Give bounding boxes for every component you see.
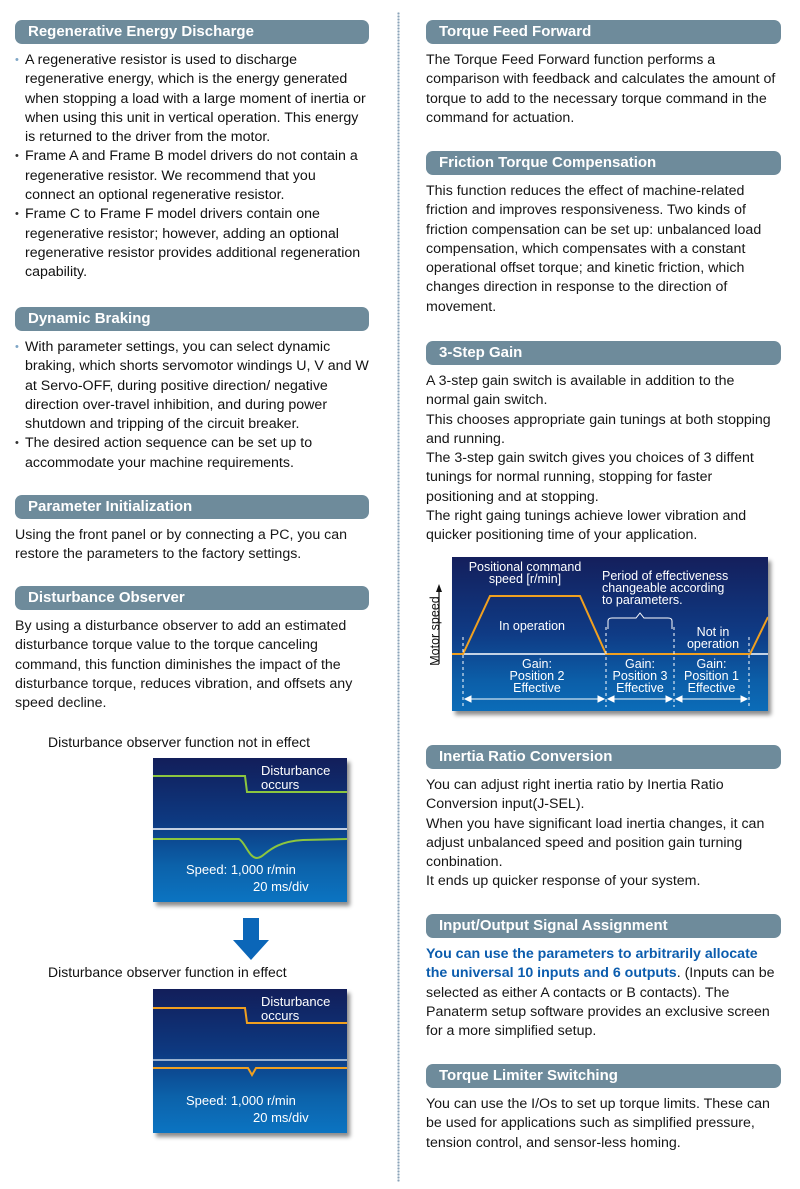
period-label-1: Period of effectiveness <box>602 569 729 583</box>
section-text <box>426 945 781 1041</box>
y-axis-label: Motor speed <box>428 596 442 666</box>
caption-in-effect: Disturbance observer function in effect <box>48 964 287 980</box>
section-text: By using a disturbance observer to add an estimated disturbance torque value to the torque canceling command, this function diminishes the impact of the disturbance torque, reduces vibration, and offsets any speed decline. <box>15 618 353 712</box>
timebase-label: 20 ms/div <box>253 879 309 894</box>
gain-pos1-1: Gain: <box>696 657 727 671</box>
gain-pos3-1: Gain: <box>625 657 655 671</box>
gain-pos2-2: Position 2 <box>509 669 565 683</box>
arrow-down-icon <box>233 918 269 960</box>
section-parameter-initialization <box>15 495 369 565</box>
disturbance-label-2: occurs <box>261 1008 300 1023</box>
text-line: When you have significant load inertia changes, it can adjust unbalanced speed and position gain turning conbination. <box>426 815 765 871</box>
section-disturbance-observer <box>15 586 369 713</box>
bullet-list <box>15 51 369 283</box>
not-op-label-1: Not in <box>696 625 730 639</box>
section-text: Using the front panel or by connecting a PC, you can restore the parameters to the factory settings. <box>15 527 348 563</box>
in-operation-label: In operation <box>498 619 566 633</box>
section-header: Friction Torque Compensation <box>426 151 781 175</box>
body-text: . (Inputs can be selected as either A contacts or B contacts). The Panaterm setup software provides an exclusive screen for a more simplified setup. <box>426 965 775 1040</box>
section-3-step-gain <box>426 341 781 546</box>
caption-not-in-effect: Disturbance observer function not in effect <box>48 734 311 750</box>
speed-label: Speed: 1,000 r/min <box>186 1093 296 1108</box>
section-text: You can use the I/Os to set up torque limits. These can be used for applications such as simplified pressure, tension control, and sensor-less homing. <box>426 1096 770 1151</box>
period-label-2: changeable according <box>602 581 725 595</box>
text-line: This chooses appropriate gain tunings at both stopping and running. <box>426 411 771 447</box>
scope-in-effect <box>153 989 347 1133</box>
gain-pos1-3: Effective <box>687 681 736 695</box>
bullet-item: • A regenerative resistor is used to discharge regenerative energy, which is the energy generated when stopping a load with a large moment of inertia or when using this unit in vertical operation. This energy is returned to the driver from the motor. <box>15 51 369 147</box>
timebase-label: 20 ms/div <box>253 1110 309 1125</box>
text-line: It ends up quicker response of your system. <box>426 873 701 890</box>
section-io-signal-assignment <box>426 914 781 1041</box>
section-header: Input/Output Signal Assignment <box>426 914 781 938</box>
bullet-item: • The desired action sequence can be set up to accommodate your machine requirements. <box>15 434 369 473</box>
section-torque-limiter-switching <box>426 1064 781 1153</box>
speed-label: Speed: 1,000 r/min <box>186 862 296 877</box>
bullet-item: • Frame A and Frame B model drivers do not contain a regenerative resistor. We recommend that you connect an optional regenerative resistor. <box>15 147 369 205</box>
disturbance-label-1: Disturbance <box>261 994 331 1009</box>
bullet-list <box>15 338 369 473</box>
disturbance-label-1: Disturbance <box>261 763 331 778</box>
bullet-item: • Frame C to Frame F model drivers contain one regenerative resistor; however, adding an optional regenerative resistor provides additional regeneration capability. <box>15 205 369 282</box>
motor-speed-axis <box>423 594 443 674</box>
highlight-text: You can use the parameters to arbitrarily allocate the universal 10 inputs and 6 outputs <box>426 946 758 982</box>
gain-pos2-1: Gain: <box>522 657 552 671</box>
section-header: Disturbance Observer <box>15 586 369 610</box>
text-line: A 3-step gain switch is available in addition to the normal gain switch. <box>426 373 735 409</box>
text-line: You can adjust right inertia ratio by Inertia Ratio Conversion input(J-SEL). <box>426 777 724 813</box>
text-line: The 3-step gain switch gives you choices of 3 diffent tunings for normal running, stopping for faster positioning and at stopping. <box>426 450 754 505</box>
section-text <box>426 372 781 546</box>
gain-pos3-2: Position 3 <box>612 669 668 683</box>
section-text: This function reduces the effect of machine-related friction and improves responsiveness. Two kinds of friction compensation can be set up: unbalanced load compensation, which compensates with a constant operational offset torque; and kinetic friction, which changes direction in response to the direction of movement. <box>426 183 762 315</box>
section-header: Regenerative Energy Discharge <box>15 20 369 44</box>
section-header: Torque Feed Forward <box>426 20 781 44</box>
section-regenerative-energy-discharge <box>15 20 369 283</box>
section-dynamic-braking <box>15 307 369 473</box>
section-header: Dynamic Braking <box>15 307 369 331</box>
bullet-item: • With parameter settings, you can select dynamic braking, which shorts servomotor windings U, V and W at Servo-OFF, during positive direction/ negative direction over-travel inhibition, and during power shutdown and tripping of the circuit breaker. <box>15 338 369 434</box>
gain-diagram <box>452 557 768 711</box>
gain-pos1-2: Position 1 <box>684 669 739 683</box>
scope-trace-green <box>153 758 347 902</box>
gain-pos3-3: Effective <box>616 681 664 695</box>
scope-not-in-effect <box>153 758 347 902</box>
section-torque-feed-forward <box>426 20 781 128</box>
cmd-label-2: speed [r/min] <box>488 572 562 586</box>
scope-trace-orange <box>153 989 347 1133</box>
section-text <box>426 776 781 892</box>
section-header: Parameter Initialization <box>15 495 369 519</box>
section-friction-torque-compensation <box>426 151 781 317</box>
section-header: 3-Step Gain <box>426 341 781 365</box>
period-label-3: to parameters. <box>602 593 683 607</box>
section-header: Torque Limiter Switching <box>426 1064 781 1088</box>
disturbance-label-2: occurs <box>261 777 300 792</box>
not-op-label-2: operation <box>686 637 740 651</box>
cmd-label-1: Positional command <box>468 560 582 574</box>
section-inertia-ratio-conversion <box>426 745 781 892</box>
section-text: The Torque Feed Forward function performs a comparison with feedback and calculates the amount of torque to add to the necessary torque command in the command for actuation. <box>426 52 776 126</box>
text-line: The right gaing tunings achieve lower vibration and quicker positioning time of your application. <box>426 508 747 544</box>
section-header: Inertia Ratio Conversion <box>426 745 781 769</box>
gain-pos2-3: Effective <box>513 681 561 695</box>
column-divider <box>397 12 400 1182</box>
